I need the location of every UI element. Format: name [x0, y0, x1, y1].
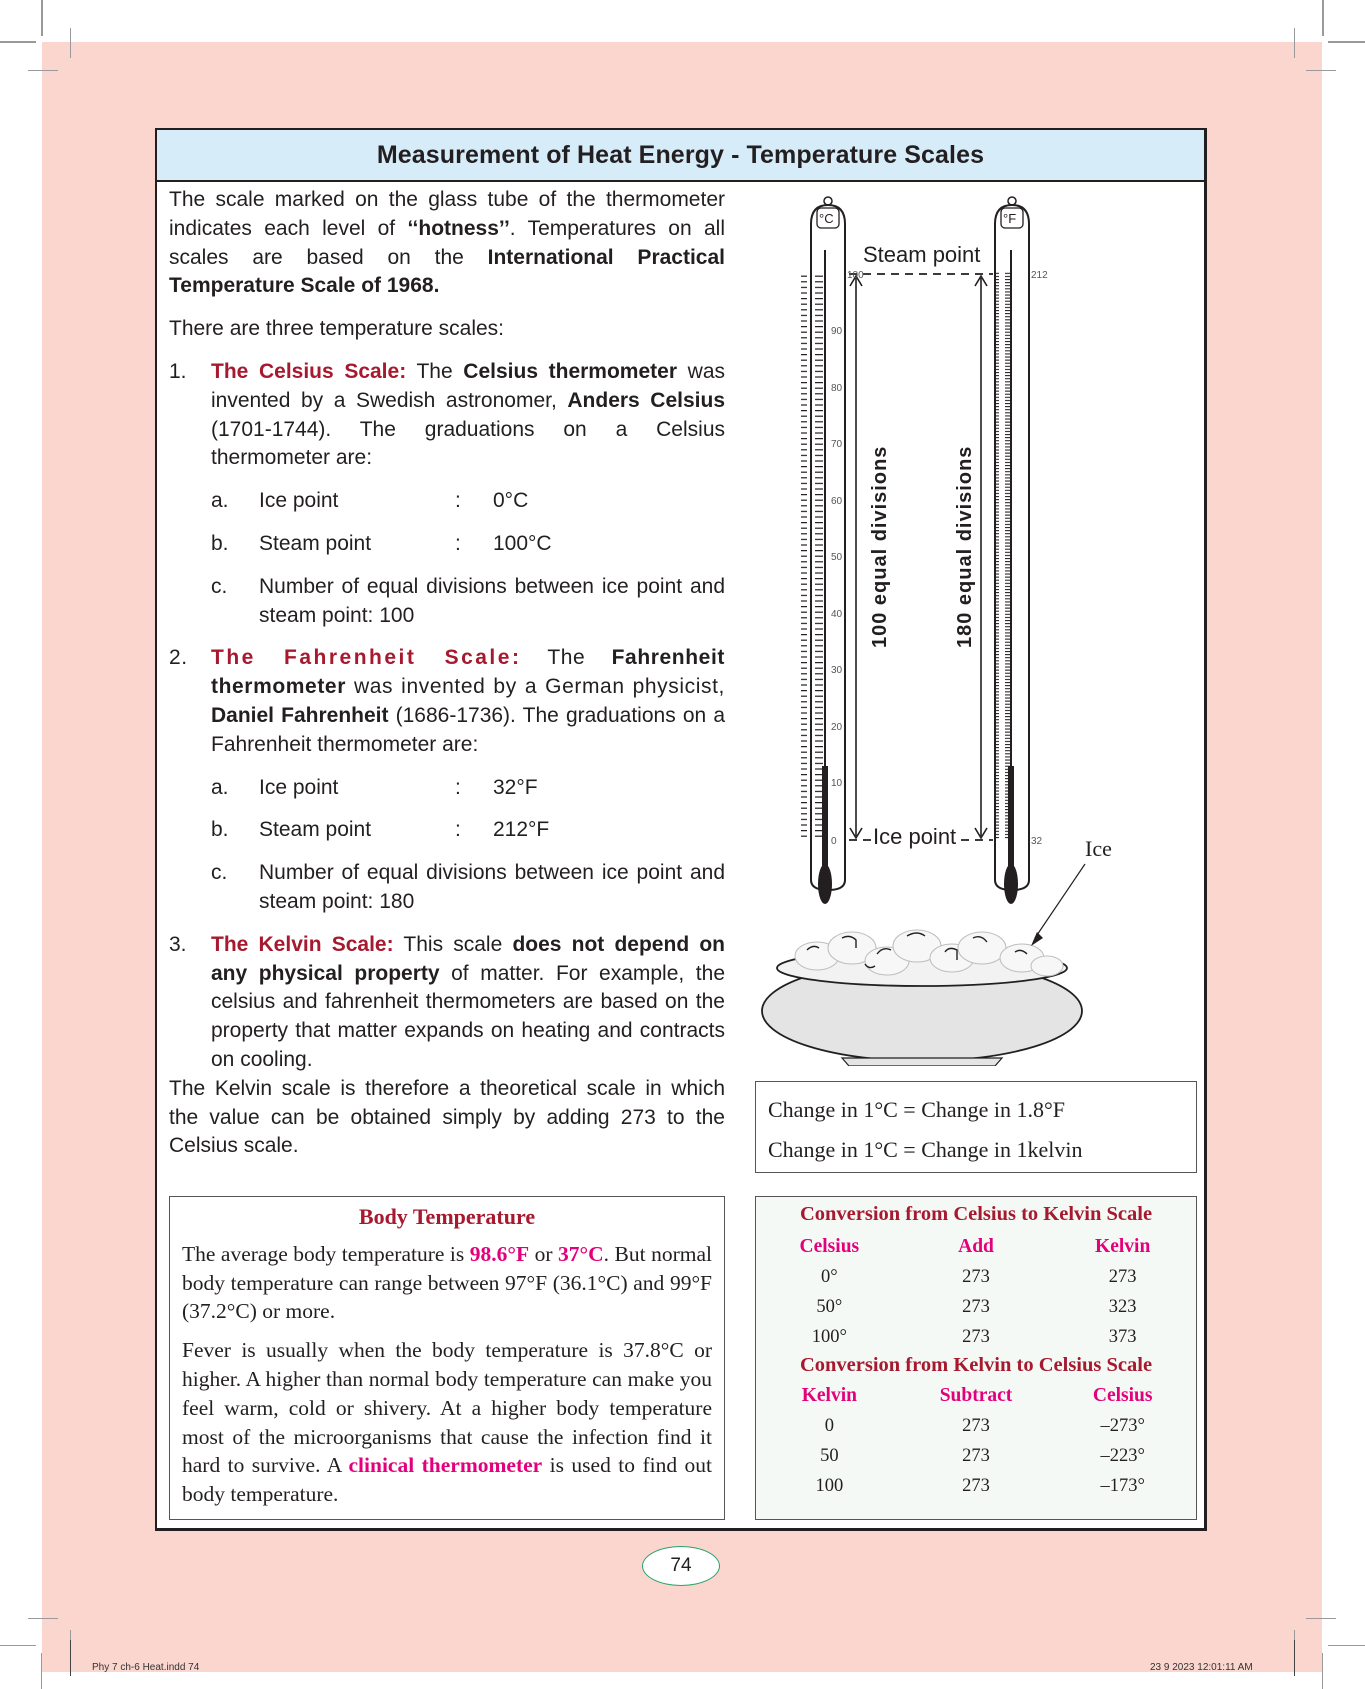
crop-mark: [0, 41, 36, 43]
crop-mark: [1328, 41, 1365, 43]
fahrenheit-ice-point: a. Ice point : 32°F: [211, 775, 538, 799]
table-row: 100° 273 373: [811, 1327, 1137, 1347]
scale-item-kelvin: 3. The Kelvin Scale: This scale does not depend on any physical property of matter. For example, the celsius and fahrenheit thermometers are based on the property that matter expands on heating and contracts on cooling.: [169, 932, 725, 1071]
slug-timestamp: 23 9 2023 12:01:11 AM: [1150, 1662, 1253, 1673]
svg-text:80: 80: [831, 383, 843, 394]
celsius-to-kelvin-title: Conversion from Celsius to Kelvin Scale: [799, 1203, 1153, 1225]
table-header-row: Celsius Add Kelvin: [799, 1236, 1151, 1257]
table-row: 50 273 –223°: [820, 1446, 1145, 1466]
crop-mark: [41, 1653, 42, 1689]
svg-text:50: 50: [831, 552, 843, 563]
celsius-divisions: c. Number of equal divisions between ice point and steam point: 100: [211, 574, 725, 627]
kelvin-theoretical-paragraph: The Kelvin scale is therefore a theoretical scale in which the value can be obtained simply by adding 273 to the Celsius scale.: [169, 1076, 725, 1158]
table-row: 0 273 –273°: [824, 1416, 1145, 1436]
crop-mark: [1294, 28, 1295, 58]
svg-text:100: 100: [847, 270, 864, 281]
change-line-kelvin: Change in 1°C = Change in 1kelvin: [768, 1137, 1083, 1162]
page-number: 74: [642, 1546, 720, 1586]
ice-callout-label: Ice: [1085, 836, 1112, 861]
table-header-row: Kelvin Subtract Celsius: [801, 1385, 1153, 1406]
svg-text:10: 10: [831, 778, 843, 789]
page-title: Measurement of Heat Energy - Temperature Scales: [376, 140, 985, 169]
body-temperature-paragraph: The average body temperature is 98.6°F or 37°C. But normal body temperature can range between 97°F (36.1°C) and 99°F (37.2°C) or more.: [182, 1241, 712, 1324]
svg-text:20: 20: [831, 722, 843, 733]
table-row: 0° 273 273: [821, 1267, 1137, 1287]
crop-mark: [1306, 1618, 1336, 1619]
svg-text:70: 70: [831, 439, 843, 450]
scale-item-celsius: 1. The Celsius Scale: The Celsius thermometer was invented by a Swedish astronomer, Anders Celsius (1701-1744). The graduations on a Celsius thermometer are:: [169, 359, 726, 470]
table-row: 100 273 –173°: [815, 1476, 1145, 1496]
content-panel: [155, 128, 1207, 1531]
crop-mark: [70, 1640, 71, 1676]
svg-text:90: 90: [831, 326, 843, 337]
crop-mark: [28, 1618, 58, 1619]
slug-file-name: Phy 7 ch-6 Heat.indd 74: [92, 1662, 200, 1673]
celsius-steam-point: b. Steam point : 100°C: [211, 531, 552, 555]
ice-point-label: Ice point: [873, 824, 957, 849]
change-line-fahrenheit: Change in 1°C = Change in 1.8°F: [768, 1097, 1066, 1122]
section-header: [157, 130, 1204, 182]
body-temperature-box: [169, 1196, 725, 1520]
svg-text:0: 0: [831, 836, 837, 847]
fahrenheit-divisions-label: 180 equal divisions: [954, 445, 976, 648]
crop-mark: [0, 1645, 36, 1646]
svg-text:30: 30: [831, 665, 843, 676]
text-column: [169, 186, 725, 1161]
change-equivalence-box: [755, 1081, 1197, 1173]
intro-scales-count: There are three temperature scales:: [169, 317, 504, 341]
crop-mark: [1294, 1640, 1295, 1676]
svg-text:32: 32: [1031, 836, 1043, 847]
svg-text:60: 60: [831, 496, 843, 507]
crop-mark: [1322, 1653, 1323, 1689]
conversion-tables-box: [755, 1196, 1197, 1520]
crop-mark: [41, 0, 43, 36]
steam-point-label: Steam point: [863, 242, 981, 267]
intro-paragraph: The scale marked on the glass tube of the thermometer indicates each level of ‘‘hotness’’. Temperatures on all scales are based on the International Practical Temperature Scale of 1968.: [169, 188, 726, 298]
svg-text:212: 212: [1031, 270, 1048, 281]
table-row: 50° 273 323: [816, 1297, 1137, 1317]
kelvin-to-celsius-title: Conversion from Kelvin to Celsius Scale: [799, 1354, 1153, 1376]
celsius-ice-point: a. Ice point : 0°C: [211, 489, 529, 513]
celsius-unit-label: °C: [819, 211, 834, 226]
crop-mark: [1322, 0, 1324, 36]
fever-paragraph: Fever is usually when the body temperature is 37.8°C or higher. A higher than normal body temperature can make you feel warm, cold or shivery. At a higher body temperature most of the microorganisms that cause the infection find it hard to survive. A clinical thermometer is used to find out body temperature.: [182, 1338, 712, 1507]
svg-text:40: 40: [831, 609, 843, 620]
crop-mark: [1328, 1645, 1365, 1646]
fahrenheit-steam-point: b. Steam point : 212°F: [211, 818, 550, 842]
crop-mark: [70, 28, 71, 58]
fahrenheit-divisions: c. Number of equal divisions between ice point and steam point: 180: [211, 861, 725, 913]
crop-mark: [28, 70, 58, 71]
body-temperature-title: Body Temperature: [358, 1204, 536, 1229]
scale-item-fahrenheit: 2. The Fahrenheit Scale: The Fahrenheit thermometer was invented by a German physicist, Daniel Fahrenheit (1686-1736). The graduations on a Fahrenheit thermometer are:: [169, 646, 725, 756]
celsius-divisions-label: 100 equal divisions: [869, 445, 891, 648]
crop-mark: [1306, 70, 1336, 71]
fahrenheit-unit-label: °F: [1003, 211, 1017, 226]
thermometer-diagram: [747, 186, 1197, 1066]
